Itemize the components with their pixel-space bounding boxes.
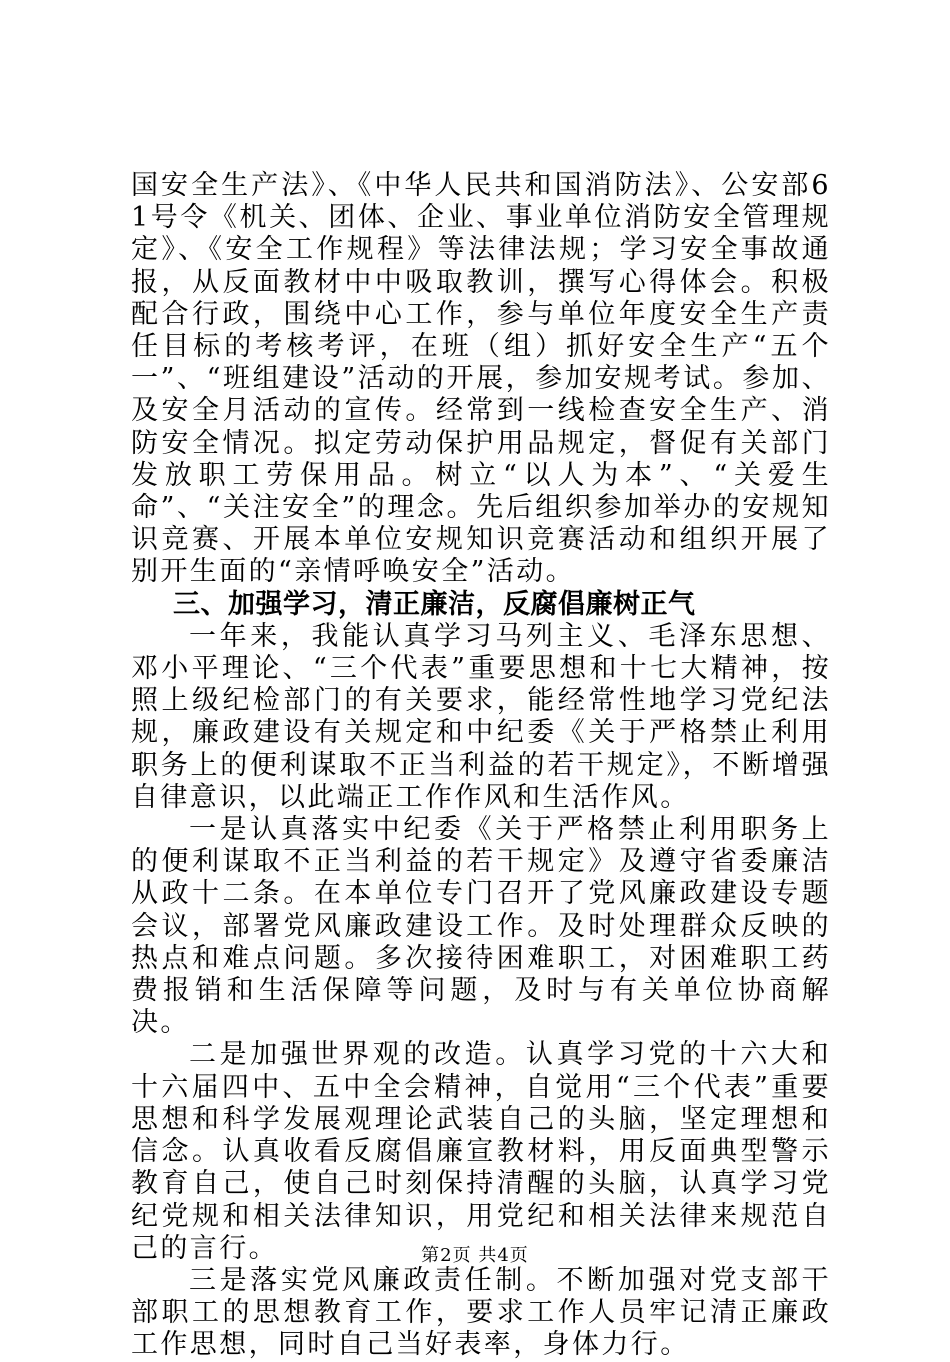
paragraph: 二是加强世界观的改造。认真学习党的十六大和十六届四中、五中全会精神，自觉用“三个代表”重要思想和科学发展观理论武装自己的头脑，坚定理想和信念。认真收看反腐倡廉宣教材料，用反面典型警示教育自己，使自己时刻保持清醒的头脑，认真学习党纪党规和相关法律知识，用党纪和相关法律来规范自己的言行。 [131, 1039, 831, 1264]
paragraph-continued: 国安全生产法》、《中华人民共和国消防法》、公安部61号令《机关、团体、企业、事业单位消防安全管理规定》、《安全工作规程》等法律法规；学习安全事故通报，从反面教材中中吸取教训，撰写心得体会。积极配合行政，围绕中心工作，参与单位年度安全生产责任目标的考核考评，在班（组）抓好安全生产“五个一”、“班组建设”活动的开展，参加安规考试。参加、及安全月活动的宣传。经常到一线检查安全生产、消防安全情况。拟定劳动保护用品规定，督促有关部门发放职工劳保用品。树立“以人为本”、“关爱生命”、“关注安全”的理念。先后组织参加举办的安规知识竞赛、开展本单位安规知识竞赛活动和组织开展了别开生面的“亲情呼唤安全”活动。 [131, 170, 831, 588]
paragraph: 一是认真落实中纪委《关于严格禁止利用职务上的便利谋取不正当利益的若干规定》及遵守省委廉洁从政十二条。在本单位专门召开了党风廉政建设专题会议，部署党风廉政建设工作。及时处理群众反映的热点和难点问题。多次接待困难职工，对困难职工药费报销和生活保障等问题，及时与有关单位协商解决。 [131, 814, 831, 1039]
page-number-footer: 第2页 共4页 [421, 1245, 529, 1266]
paragraph: 三是落实党风廉政责任制。不断加强对党支部干部职工的思想教育工作，要求工作人员牢记清正廉政工作思想，同时自己当好表率，身体力行。 [131, 1264, 831, 1361]
document-body [131, 170, 831, 1362]
section-heading: 三、加强学习，清正廉洁，反腐倡廉树正气 [173, 588, 696, 620]
paragraph: 一年来，我能认真学习马列主义、毛泽东思想、邓小平理论、“三个代表”重要思想和十七大精神，按照上级纪检部门的有关要求，能经常性地学习党纪法规，廉政建设有关规定和中纪委《关于严格禁止利用职务上的便利谋取不正当利益的若干规定》，不断增强自律意识，以此端正工作作风和生活作风。 [131, 620, 831, 813]
